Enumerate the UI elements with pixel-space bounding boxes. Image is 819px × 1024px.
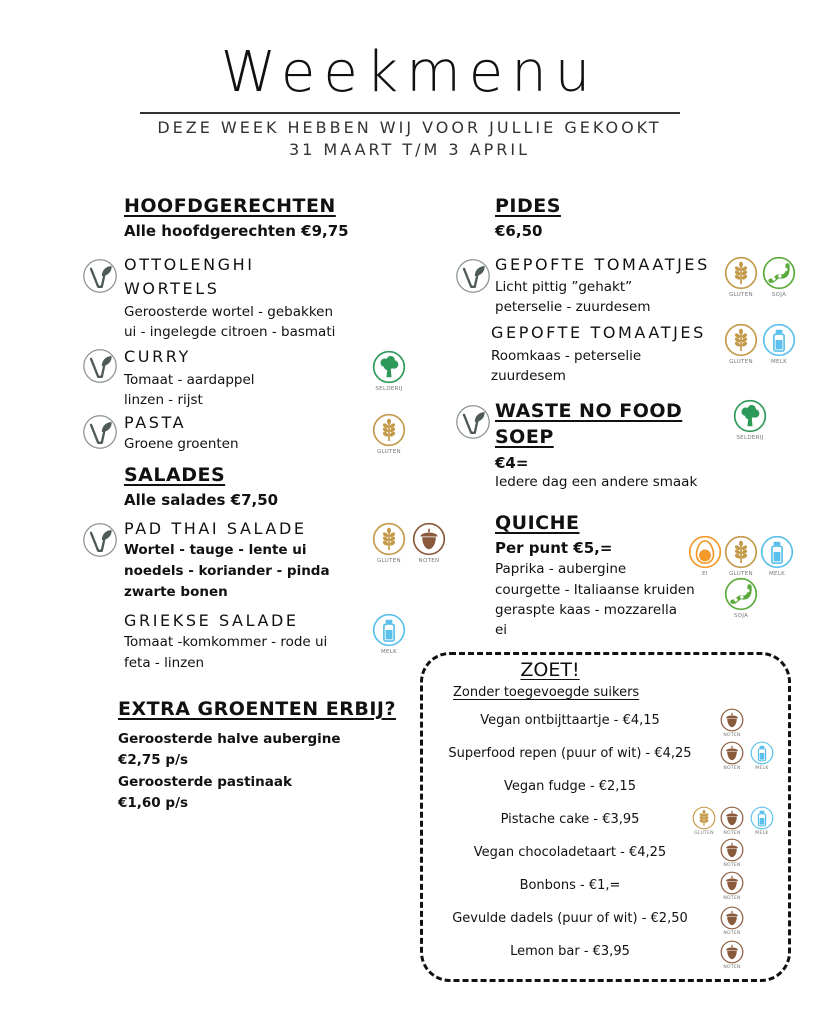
allergen-gluten [370, 413, 408, 456]
allergen-noten [718, 906, 746, 937]
allergen-label: NOTEN [723, 931, 741, 936]
sweet-item: Bonbons - €1,= [519, 878, 621, 893]
allergen-label: GLUTEN [694, 831, 714, 836]
allergen-label: GLUTEN [729, 571, 753, 577]
dish-name: OTTOLENGHI [124, 255, 255, 274]
milk-bottle-icon [750, 806, 774, 830]
section-heading-extra: EXTRA GROENTEN ERBIJ? [118, 698, 397, 720]
vegan-icon [455, 404, 491, 440]
vegan-icon [82, 414, 118, 450]
milk-bottle-icon [750, 741, 774, 765]
section-heading-soep: WASTE NO FOOD [495, 400, 683, 422]
allergen-label: SELDERIJ [375, 386, 403, 392]
dish-description: feta - linzen [124, 655, 205, 671]
acorn-icon [720, 906, 744, 930]
section-heading-salades: SALADES [124, 464, 226, 486]
soep-price: €4= [495, 454, 529, 472]
egg-icon [688, 535, 722, 569]
extra-item-price: €1,60 p/s [118, 795, 189, 811]
dish-description: peterselie - zuurdesem [495, 299, 651, 315]
wheat-icon [724, 256, 758, 290]
allergen-melk [758, 535, 796, 578]
vegan-icon [82, 348, 118, 384]
allergen-label: MELK [380, 649, 398, 655]
milk-bottle-icon [372, 613, 406, 647]
dish-name: WORTELS [124, 279, 220, 298]
dish-name: GEPOFTE TOMAATJES [495, 255, 710, 274]
allergen-noten [718, 708, 746, 739]
sweet-item: Lemon bar - €3,95 [510, 944, 630, 959]
salades-price: Alle salades €7,50 [124, 491, 279, 509]
allergen-label: NOTEN [723, 965, 741, 970]
allergen-label: GLUTEN [729, 359, 753, 365]
dish-name: PASTA [124, 413, 187, 432]
extra-item-name: Geroosterde halve aubergine [118, 731, 341, 747]
dish-description: Groene groenten [124, 436, 239, 452]
allergen-label: MELK [770, 359, 788, 365]
allergen-label: GLUTEN [377, 558, 401, 564]
dish-name: CURRY [124, 347, 191, 366]
allergen-label: NOTEN [723, 831, 741, 836]
allergen-melk [370, 613, 408, 656]
sweet-item: Gevulde dadels (puur of wit) - €2,50 [452, 911, 688, 926]
vegan-icon [82, 258, 118, 294]
section-heading-soep: SOEP [495, 426, 554, 448]
allergen-label: NOTEN [723, 733, 741, 738]
dish-description: Tomaat -komkommer - rode ui [124, 634, 328, 650]
sweet-item: Vegan chocoladetaart - €4,25 [473, 845, 667, 860]
celery-icon [372, 350, 406, 384]
hoofdgerechten-price: Alle hoofdgerechten €9,75 [124, 222, 349, 240]
extra-item-name: Geroosterde pastinaak [118, 774, 292, 790]
allergen-label: GLUTEN [729, 292, 753, 298]
pides-price: €6,50 [495, 222, 543, 240]
allergen-noten [718, 806, 746, 837]
dish-name: PAD THAI SALADE [124, 519, 307, 538]
dish-description: Tomaat - aardappel [124, 372, 255, 388]
section-heading-quiche: QUICHE [495, 512, 580, 534]
allergen-label: GLUTEN [377, 449, 401, 455]
extra-item-price: €2,75 p/s [118, 752, 189, 768]
allergen-noten [718, 940, 746, 971]
sweet-item: Pistache cake - €3,95 [500, 812, 640, 827]
date-range: 31 MAART T/M 3 APRIL [288, 140, 531, 159]
allergen-soja [760, 256, 798, 299]
allergen-melk [748, 806, 776, 837]
allergen-ei [686, 535, 724, 578]
wheat-icon [372, 413, 406, 447]
allergen-noten [718, 838, 746, 869]
allergen-noten [718, 871, 746, 902]
allergen-noten [718, 741, 746, 772]
dish-name: GRIEKSE SALADE [124, 611, 299, 630]
allergen-label: MELK [755, 831, 769, 836]
wheat-icon [724, 323, 758, 357]
sweet-item: Superfood repen (puur of wit) - €4,25 [448, 746, 692, 761]
sweet-item: Vegan ontbijttaartje - €4,15 [480, 713, 660, 728]
quiche-description: Paprika - aubergine [495, 561, 627, 577]
acorn-icon [720, 838, 744, 862]
wheat-icon [724, 535, 758, 569]
soybean-icon [724, 577, 758, 611]
soybean-icon [762, 256, 796, 290]
page-subtitle: DEZE WEEK HEBBEN WIJ VOOR JULLIE GEKOOKT [157, 118, 662, 137]
allergen-gluten [722, 256, 760, 299]
dish-description: ui - ingelegde citroen - basmati [124, 324, 336, 340]
acorn-icon [720, 708, 744, 732]
wheat-icon [692, 806, 716, 830]
allergen-noten [410, 522, 448, 565]
allergen-melk [748, 741, 776, 772]
allergen-gluten [722, 535, 760, 578]
dish-name: GEPOFTE TOMAATJES [491, 323, 706, 342]
allergen-label: NOTEN [418, 558, 440, 564]
allergen-gluten [722, 323, 760, 366]
dish-description: Roomkaas - peterselie [491, 348, 642, 364]
allergen-label: NOTEN [723, 896, 741, 901]
allergen-label: EI [702, 571, 708, 577]
section-heading-zoet: ZOET! [520, 659, 580, 681]
allergen-gluten [690, 806, 718, 837]
allergen-gluten [370, 522, 408, 565]
acorn-icon [412, 522, 446, 556]
allergen-selderij [731, 399, 769, 442]
allergen-label: SOJA [733, 613, 749, 619]
allergen-label: NOTEN [723, 766, 741, 771]
title-divider [140, 112, 680, 114]
page-title: Weekmenu [220, 40, 599, 105]
sweet-item: Vegan fudge - €2,15 [504, 779, 636, 794]
allergen-soja [722, 577, 760, 620]
allergen-label: MELK [755, 766, 769, 771]
allergen-label: NOTEN [723, 863, 741, 868]
acorn-icon [720, 741, 744, 765]
quiche-description: courgette - Italiaanse kruiden [495, 582, 695, 598]
allergen-label: SOJA [771, 292, 787, 298]
milk-bottle-icon [760, 535, 794, 569]
celery-icon [733, 399, 767, 433]
soep-description: Iedere dag een andere smaak [495, 474, 698, 490]
dish-description: Wortel - tauge - lente ui [124, 542, 307, 558]
zoet-subheading: Zonder toegevoegde suikers [453, 685, 640, 700]
dish-description: noedels - koriander - pinda [124, 563, 330, 579]
dish-description: linzen - rijst [124, 392, 203, 408]
allergen-label: MELK [768, 571, 786, 577]
acorn-icon [720, 940, 744, 964]
milk-bottle-icon [762, 323, 796, 357]
allergen-selderij [370, 350, 408, 393]
quiche-description: geraspte kaas - mozzarella [495, 602, 677, 618]
section-heading-hoofdgerechten: HOOFDGERECHTEN [124, 195, 336, 217]
wheat-icon [372, 522, 406, 556]
acorn-icon [720, 871, 744, 895]
dish-description: Geroosterde wortel - gebakken [124, 304, 334, 320]
allergen-melk [760, 323, 798, 366]
acorn-icon [720, 806, 744, 830]
quiche-price: Per punt €5,= [495, 539, 613, 557]
vegan-icon [455, 258, 491, 294]
quiche-description: ei [495, 622, 508, 638]
vegan-icon [82, 522, 118, 558]
dish-description: zwarte bonen [124, 584, 228, 600]
dish-description: zuurdesem [491, 368, 566, 384]
dish-description: Licht pittig ”gehakt” [495, 279, 633, 295]
allergen-label: SELDERIJ [736, 435, 764, 441]
section-heading-pides: PIDES [495, 195, 561, 217]
